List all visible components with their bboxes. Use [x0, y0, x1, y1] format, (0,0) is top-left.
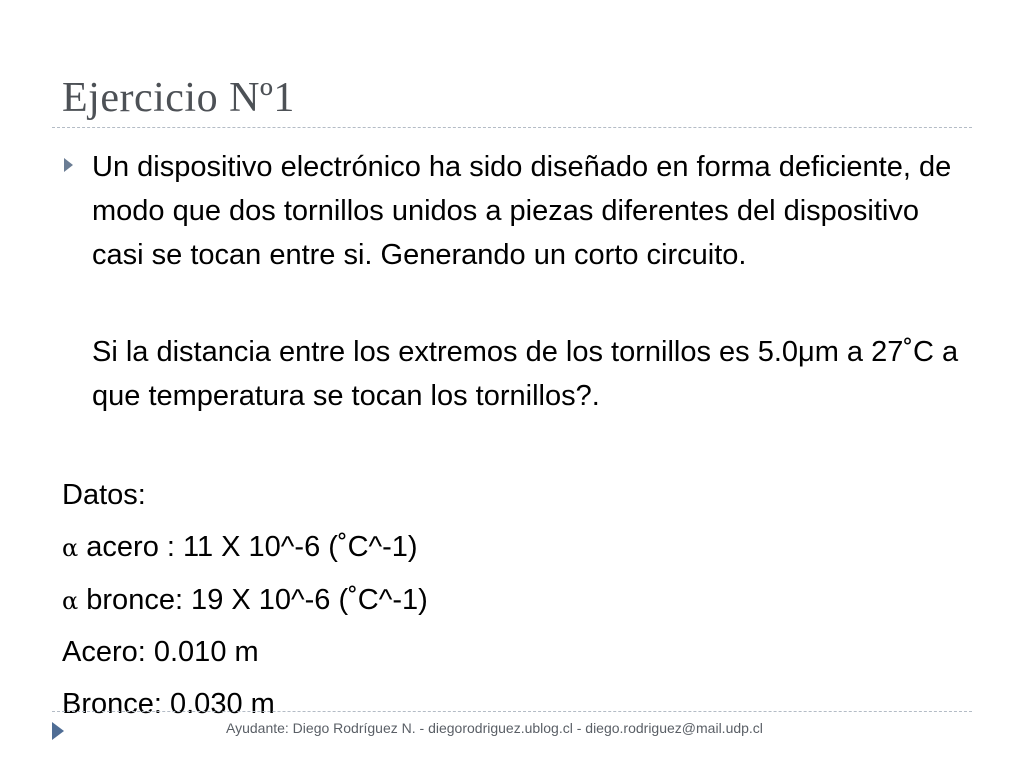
data-item-text: Bronce: 0.030 m — [62, 688, 275, 720]
data-item-text: bronce: 19 X 10^-6 (˚C^-1) — [78, 584, 428, 616]
data-item-text: Acero: 0.010 m — [62, 636, 259, 668]
slide-title: Ejercicio Nº1 — [62, 75, 295, 121]
question-paragraph: Si la distancia entre los extremos de los tornillos es 5.0μm a 27˚C a que temperatura se tocan los tornillos?. — [92, 336, 959, 412]
data-heading: Datos: — [62, 479, 146, 511]
data-item-bronze-coefficient — [62, 578, 428, 623]
triangle-right-icon — [64, 158, 73, 172]
title-divider — [52, 127, 972, 128]
next-slide-arrow-icon[interactable] — [52, 722, 64, 740]
data-item-steel-length — [62, 630, 259, 674]
problem-paragraph: Un dispositivo electrónico ha sido diseñado en forma deficiente, de modo que dos tornillos unidos a piezas diferentes del dispositivo casi se tocan entre si. Generando un corto circuito. — [92, 151, 952, 271]
data-item-text: acero : 11 X 10^-6 (˚C^-1) — [78, 531, 418, 563]
footer-divider — [52, 711, 972, 712]
alpha-symbol: α — [62, 534, 79, 562]
data-item-steel-coefficient — [62, 525, 418, 570]
slide-footer: Ayudante: Diego Rodríguez N. - diegorodriguez.ublog.cl - diego.rodriguez@mail.udp.cl — [226, 720, 763, 736]
alpha-symbol: α — [62, 587, 79, 615]
